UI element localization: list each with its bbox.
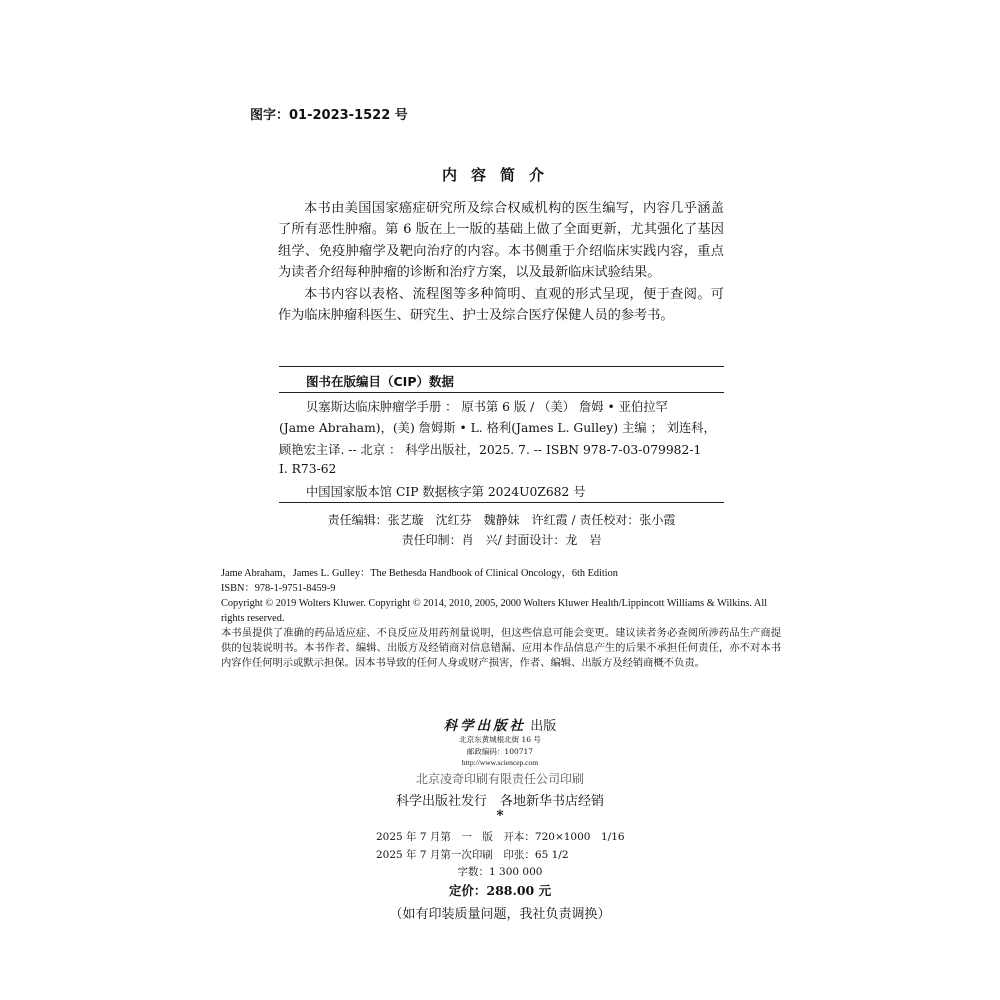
printer: 北京凌奇印刷有限责任公司印刷 (415, 772, 584, 786)
original-isbn: ISBN：978-1-9751-8459-9 (221, 583, 336, 594)
summary-paragraph-2: 本书内容以表格、流程图等多种简明、直观的形式呈现，便于查阅。可作为临床肿瘤科医生、研究生、护士及综合医疗保健人员的参考书。 (278, 287, 724, 324)
cip-line-3: 顾艳宏主译. -- 北京 ： 科学出版社，2025. 7. -- ISBN 978-7-03-079982-1 (279, 443, 702, 457)
summary-title: 内容简介 (441, 166, 558, 184)
original-title: Jame Abraham，James L. Gulley：The Bethesda Handbook of Clinical Oncology，6th Edition (221, 568, 618, 579)
cip-top-rule (279, 366, 724, 367)
cip-line-5: 中国国家版本馆 CIP 数据核字第 2024U0Z682 号 (306, 485, 586, 499)
cip-line-4: Ⅰ. R73-62 (279, 462, 337, 476)
publisher-suffix: 出版 (526, 719, 557, 734)
copyright-notice: Copyright © 2019 Wolters Kluwer. Copyright © 2014, 2010, 2005, 2000 Wolters Kluwer Health/Lippincott Williams & Wilkins. All rights reserved. (221, 598, 768, 624)
separator-star: * (496, 808, 504, 824)
publisher-logo: 科学出版社 (443, 718, 527, 734)
price: 定价：288.00 元 (448, 883, 552, 898)
word-count: 字数：1 300 000 (457, 866, 543, 878)
disclaimer: 本书虽提供了准确的药品适应症、不良反应及用药剂量说明，但这些信息可能会变更。建议读者务必查阅所涉药品生产商提供的包装说明书。本书作者、编辑、出版方及经销商对信息错漏、应用本作品信息产生的后果不承担任何责任，亦不对本书内容作任何明示或默示担保。因本书导致的任何人身或财产损害，作者、编辑、出版方及经销商概不负责。 (221, 627, 781, 669)
summary-paragraph-1: 本书由美国国家癌症研究所及综合权威机构的医生编写，内容几乎涵盖了所有恶性肿瘤。第 6 版在上一版的基础上做了全面更新，尤其强化了基因组学、免疫肿瘤学及靶向治疗的内容。本书侧重于介绍临床实践内容，重点为读者介绍每种肿瘤的诊断和治疗方案，以及最新临床试验结果。 (278, 201, 724, 280)
publisher-address: 北京东黄城根北街 16 号 (459, 735, 541, 744)
publisher-zip: 邮政编码：100717 (466, 747, 534, 756)
return-note: （如有印装质量问题，我社负责调换） (389, 907, 611, 922)
cip-line-2: (Jame Abraham)，(美) 詹姆斯 • L. 格利(James L. Gulley) 主编 ； 刘连科， (279, 421, 716, 435)
publisher-line (0, 714, 1000, 734)
permit-number: 图字：01-2023-1522 号 (250, 108, 408, 123)
editors-line: 责任编辑：张艺璇 沈红芬 魏静妹 许红霞 / 责任校对：张小霞 (327, 513, 676, 527)
cip-bottom-rule (279, 502, 724, 503)
cip-heading-rule (279, 392, 724, 393)
publisher-url: http://www.sciencep.com (461, 758, 539, 767)
edition-line-1: 2025 年 7 月第 一 版 开本：720×1000 1/16 (376, 831, 625, 843)
production-line: 责任印制：肖 兴/ 封面设计：龙 岩 (401, 533, 602, 547)
distribution: 科学出版社发行 各地新华书店经销 (395, 794, 604, 809)
cip-heading: 图书在版编目（CIP）数据 (306, 374, 454, 389)
cip-line-1: 贝塞斯达临床肿瘤学手册 ： 原书第 6 版 / （美） 詹姆 • 亚伯拉罕 (306, 400, 668, 414)
edition-line-2: 2025 年 7 月第一次印刷 印张：65 1/2 (376, 849, 569, 861)
